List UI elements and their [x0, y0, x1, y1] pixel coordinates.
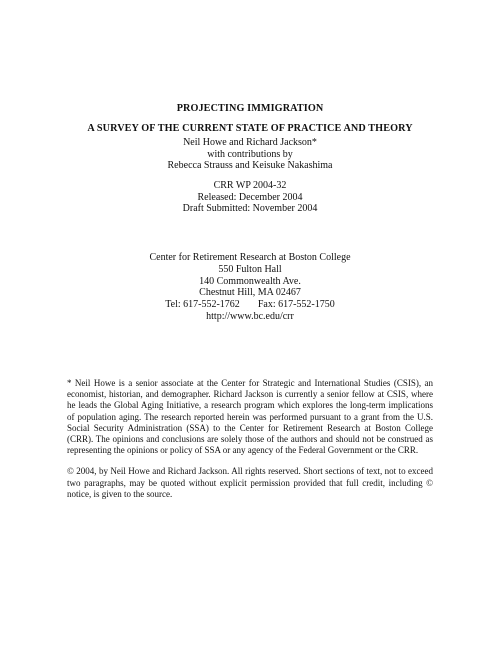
telephone-number: Tel: 617-552-1762: [165, 299, 240, 311]
contributions-label: with contributions by: [207, 148, 293, 160]
website-link[interactable]: http://www.bc.edu/crr: [206, 310, 294, 322]
paper-title: [0, 99, 500, 139]
phone-fax-line: [0, 299, 500, 311]
building-name: 550 Fulton Hall: [218, 263, 282, 275]
author-footnote: * Neil Howe is a senior associate at the Center for Strategic and International Studies (CSIS), an economist, historian, and demographer. Richard Jackson is currently a senior fellow at CSIS, where he leads the Global Aging Initiative, a research program which explores the long-term implications of population aging. The research reported herein was performed pursuant to a grant from the U.S. Social Security Administration (SSA) to the Center for Retirement Research at Boston College (CRR). The opinions and conclusions are solely those of the authors and should not be construed as representing the opinions or policy of SSA or any agency of the Federal Government or the CRR.: [67, 378, 433, 456]
copyright-notice: © 2004, by Neil Howe and Richard Jackson. All rights reserved. Short sections of text, not to exceed two paragraphs, may be quoted without explicit permission provided that full credit, including © notice, is given to the source.: [67, 466, 433, 499]
release-date: Released: December 2004: [197, 191, 303, 203]
fax-number: Fax: 617-552-1750: [257, 299, 335, 311]
author-names: Neil Howe and Richard Jackson*: [183, 137, 317, 148]
city-state-zip: Chestnut Hill, MA 02467: [199, 287, 301, 299]
author-block: [0, 137, 500, 172]
title-line-1: PROJECTING IMMIGRATION: [176, 103, 324, 114]
contributor-names: Rebecca Strauss and Keisuke Nakashima: [167, 160, 333, 172]
footnote-section: [67, 378, 433, 510]
report-number: CRR WP 2004-32: [213, 180, 287, 191]
address-block: [0, 252, 500, 323]
street-address: 140 Commonwealth Ave.: [199, 275, 301, 287]
submission-date: Draft Submitted: November 2004: [182, 203, 318, 215]
organization-name: Center for Retirement Research at Boston College: [149, 252, 351, 263]
report-info: [0, 180, 500, 215]
title-line-2: A SURVEY OF THE CURRENT STATE OF PRACTICE AND THEORY: [87, 123, 413, 134]
